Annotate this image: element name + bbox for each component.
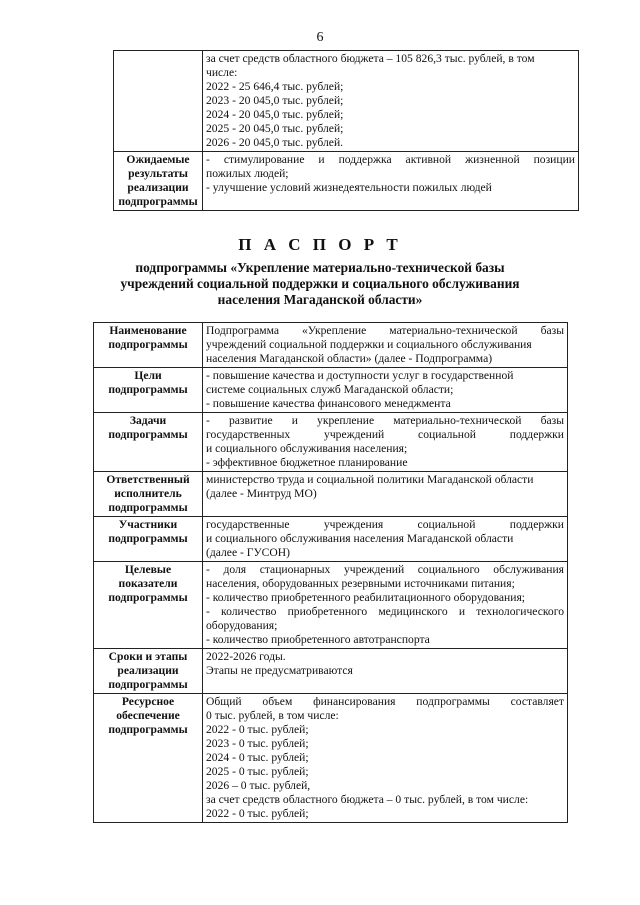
text-line: оборудования; [206,619,278,632]
table-row [94,472,568,517]
row-content [203,649,568,694]
label-line: Ответственный [106,473,190,486]
text-line: 2023 - 20 045,0 тыс. рублей; [206,94,344,107]
row-label [94,413,203,472]
row-content [203,413,568,472]
passport-table [93,322,568,823]
text-line: 2026 – 0 тыс. рублей, [206,779,311,792]
text-line: 2022 - 0 тыс. рублей; [206,723,309,736]
text-line: - эффективное бюджетное планирование [206,456,408,469]
text-line: 2026 - 20 045,0 тыс. рублей. [206,136,344,149]
subtitle-line: подпрограммы «Укрепление материально-технической базы [135,260,505,275]
text-line: - повышение качества финансового менеджмента [206,397,451,410]
text-line: 2022 - 25 646,4 тыс. рублей; [206,80,344,93]
label-line: обеспечение [116,709,180,722]
text-line: за счет средств областного бюджета – 0 тыс. рублей, в том числе: [206,793,529,806]
row-content [203,694,568,823]
label-line: Цели [134,369,162,382]
label-line: подпрограммы [118,195,198,208]
table-row [94,413,568,472]
table-row [114,51,579,152]
text-line: - повышение качества и доступности услуг в государственной [206,369,514,382]
passport-title: П А С П О Р Т [238,235,402,254]
empty-label-cell [114,51,203,152]
label-line: Сроки и этапы [108,650,188,663]
row-label [94,562,203,649]
row-content [203,323,568,368]
label-line: исполнитель [114,487,182,500]
label-line: показатели [118,577,178,590]
row-label [94,368,203,413]
text-line: министерство труда и социальной политики Магаданской области [206,473,534,486]
results-label [114,152,203,211]
row-content [203,562,568,649]
text-line: 2024 - 0 тыс. рублей; [206,751,309,764]
label-line: Задачи [129,414,167,427]
text-line: - количество приобретенного реабилитационного оборудования; [206,591,526,604]
row-label [94,472,203,517]
label-line: Участники [118,518,178,531]
funding-cell [203,51,579,152]
label-line: Ожидаемые [126,153,190,166]
passport-subtitle [0,260,640,308]
table-row [94,368,568,413]
label-line: Наименование [109,324,187,337]
text-line: 2022-2026 годы. [206,650,286,663]
text-line: 2024 - 20 045,0 тыс. рублей; [206,108,344,121]
row-label [94,649,203,694]
label-line: подпрограммы [108,338,188,351]
label-line: Ресурсное [121,695,175,708]
text-line: - доля стационарных учреждений социального обслуживания [206,563,564,576]
text-line: Подпрограмма «Укрепление материально-технической базы [206,324,564,337]
label-line: результаты [128,167,188,180]
text-line: и социального обслуживания населения; [206,442,408,455]
text-line: (далее - ГУСОН) [206,546,290,559]
label-line: подпрограммы [108,591,188,604]
table-row [94,517,568,562]
table-row [94,562,568,649]
text-line: числе: [206,66,238,79]
text-line: 2023 - 0 тыс. рублей; [206,737,309,750]
subtitle-line: учреждений социальной поддержки и социального обслуживания [120,276,520,291]
table-row [94,649,568,694]
label-line: подпрограммы [108,501,188,514]
table-row [94,323,568,368]
row-label [94,694,203,823]
text-line: за счет средств областного бюджета – 105 826,3 тыс. рублей, в том [206,52,535,65]
text-line: - количество приобретенного автотранспорта [206,633,430,646]
text-line: Общий объем финансирования подпрограммы составляет [206,695,564,708]
text-line: - развитие и укрепление материально-технической базы [206,414,564,427]
text-line: государственные учреждения социальной поддержки [206,518,564,531]
label-line: реализации [117,664,179,677]
label-line: подпрограммы [108,383,188,396]
row-content [203,517,568,562]
text-line: - стимулирование и поддержка активной жизненной позиции [206,153,575,166]
row-content [203,472,568,517]
label-line: подпрограммы [108,678,188,691]
text-line: государственных учреждений социальной поддержки [206,428,564,441]
table-row [114,152,579,211]
text-line: 2022 - 0 тыс. рублей; [206,807,309,820]
label-line: реализации [127,181,189,194]
label-line: подпрограммы [108,428,188,441]
page-number: 6 [316,30,324,45]
text-line: 0 тыс. рублей, в том числе: [206,709,339,722]
text-line: 2025 - 0 тыс. рублей; [206,765,309,778]
label-line: Целевые [124,563,172,576]
text-line: системе социальных служб Магаданской области; [206,383,454,396]
text-line: - улучшение условий жизнедеятельности пожилых людей [206,181,492,194]
text-line: населения, оборудованных резервными источниками питания; [206,577,515,590]
table-row [94,694,568,823]
label-line: подпрограммы [108,532,188,545]
text-line: - количество приобретенного медицинского и технологического [206,605,564,618]
text-line: учреждений социальной поддержки и социального обслуживания [206,338,532,351]
text-line: пожилых людей; [206,167,289,180]
row-content [203,368,568,413]
label-line: подпрограммы [108,723,188,736]
text-line: населения Магаданской области» (далее - Подпрограмма) [206,352,493,365]
results-cell [203,152,579,211]
subtitle-line: населения Магаданской области» [217,292,423,307]
text-line: и социального обслуживания населения Магаданской области [206,532,514,545]
top-table [113,50,579,211]
row-label [94,517,203,562]
text-line: Этапы не предусматриваются [206,664,353,677]
text-line: 2025 - 20 045,0 тыс. рублей; [206,122,344,135]
row-label [94,323,203,368]
text-line: (далее - Минтруд МО) [206,487,317,500]
